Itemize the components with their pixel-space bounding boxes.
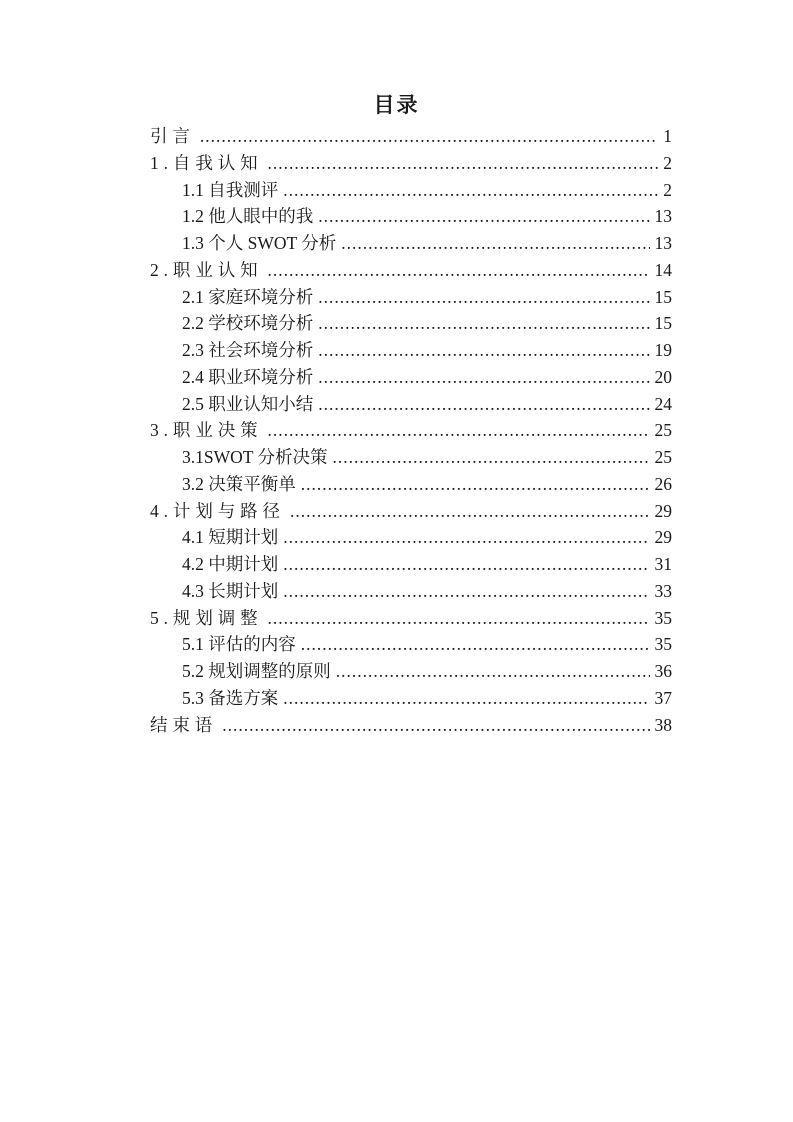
toc-entry-page: 13 — [654, 206, 672, 227]
toc-entry-label: 2.3 社会环境分析 — [182, 340, 314, 360]
toc-entry-label: 5.规划调整 — [150, 607, 263, 628]
toc-entry-label: 1.2 他人眼中的我 — [182, 206, 314, 227]
toc-entry-page: 31 — [654, 554, 672, 574]
toc-entry-label: 2.2 学校环境分析 — [182, 313, 314, 334]
toc-entry-page: 35 — [654, 634, 672, 655]
toc-entry-page: 38 — [654, 714, 672, 735]
toc-leader-dots — [283, 685, 649, 712]
toc-entry-page: 20 — [654, 366, 672, 387]
toc-entry-label: 2.1 家庭环境分析 — [182, 286, 314, 307]
toc-leader-dots — [283, 177, 658, 204]
toc-leader-dots — [283, 551, 649, 578]
toc-leader-dots — [301, 631, 650, 658]
toc-entry[interactable] — [150, 310, 672, 337]
toc-entry-page: 37 — [654, 687, 672, 708]
toc-entry[interactable] — [150, 578, 672, 605]
toc-title: 目录 — [373, 93, 420, 117]
toc-entry[interactable] — [150, 337, 672, 364]
toc-entry-page: 13 — [654, 233, 672, 253]
toc-entry-label: 2.4 职业环境分析 — [182, 366, 314, 387]
toc-entry-label: 3.1SWOT 分析决策 — [182, 447, 328, 467]
toc-entry[interactable] — [150, 658, 672, 685]
toc-entry-page: 2 — [663, 152, 672, 173]
toc-leader-dots — [222, 712, 649, 739]
toc-entry-label: 1.自我认知 — [150, 152, 263, 173]
toc-entry-page: 15 — [654, 286, 672, 307]
toc-entry[interactable] — [150, 712, 672, 739]
toc-leader-dots — [268, 605, 650, 632]
toc-entry[interactable] — [150, 230, 672, 257]
toc-entry-page: 25 — [654, 447, 672, 467]
toc-entry-page: 19 — [654, 340, 672, 360]
toc-entry-label: 4.2 中期计划 — [182, 554, 279, 574]
toc-entry-label: 1.3 个人 SWOT 分析 — [182, 233, 337, 253]
toc-entry[interactable] — [150, 605, 672, 632]
toc-leader-dots — [268, 257, 650, 284]
toc-entry-label: 4.1 短期计划 — [182, 527, 279, 548]
toc-entry-page: 2 — [663, 179, 672, 200]
toc-entry-page: 36 — [654, 661, 672, 681]
toc-entry-label: 2.职业认知 — [150, 259, 263, 280]
toc-entry-label: 1.1 自我测评 — [182, 179, 279, 200]
toc-entry-label: 4.计划与路径 — [150, 500, 285, 521]
toc-leader-dots — [318, 337, 649, 364]
toc-entry-page: 29 — [654, 527, 672, 548]
toc-entry[interactable] — [150, 123, 672, 150]
toc-entry[interactable] — [150, 444, 672, 471]
toc-leader-dots — [283, 578, 649, 605]
toc-entry[interactable] — [150, 417, 672, 444]
toc-entry[interactable] — [150, 203, 672, 230]
toc-entry[interactable] — [150, 150, 672, 177]
toc-entry[interactable] — [150, 364, 672, 391]
toc-entry-label: 3.2 决策平衡单 — [182, 473, 296, 494]
toc-entry-page: 15 — [654, 313, 672, 334]
toc-leader-dots — [200, 123, 658, 150]
toc-leader-dots — [318, 310, 649, 337]
toc-leader-dots — [341, 230, 649, 257]
toc-list — [150, 123, 672, 738]
toc-entry[interactable] — [150, 498, 672, 525]
toc-entry-page: 24 — [654, 393, 672, 414]
toc-entry-page: 25 — [654, 420, 672, 441]
toc-entry-label: 引言 — [150, 126, 195, 146]
toc-leader-dots — [301, 471, 650, 498]
toc-leader-dots — [336, 658, 650, 685]
toc-entry-page: 26 — [654, 473, 672, 494]
toc-entry-label: 5.1 评估的内容 — [182, 634, 296, 655]
toc-entry-label: 2.5 职业认知小结 — [182, 393, 314, 414]
toc-entry-page: 29 — [654, 500, 672, 521]
toc-leader-dots — [318, 364, 649, 391]
toc-leader-dots — [318, 203, 649, 230]
toc-entry-label: 5.2 规划调整的原则 — [182, 661, 331, 681]
toc-leader-dots — [268, 150, 659, 177]
toc-entry[interactable] — [150, 685, 672, 712]
toc-entry-page: 1 — [663, 126, 672, 146]
toc-entry[interactable] — [150, 551, 672, 578]
toc-leader-dots — [268, 417, 650, 444]
toc-entry[interactable] — [150, 284, 672, 311]
toc-leader-dots — [290, 498, 650, 525]
toc-entry[interactable] — [150, 631, 672, 658]
toc-entry[interactable] — [150, 471, 672, 498]
toc-entry-page: 35 — [654, 607, 672, 628]
toc-entry-label: 结束语 — [150, 714, 218, 735]
toc-entry[interactable] — [150, 177, 672, 204]
toc-leader-dots — [283, 524, 649, 551]
toc-entry-label: 3.职业决策 — [150, 420, 263, 441]
toc-entry-page: 33 — [654, 580, 672, 601]
toc-entry[interactable] — [150, 391, 672, 418]
toc-leader-dots — [333, 444, 650, 471]
toc-entry-page: 14 — [654, 259, 672, 280]
toc-entry-label: 4.3 长期计划 — [182, 580, 279, 601]
toc-leader-dots — [318, 284, 649, 311]
toc-entry[interactable] — [150, 524, 672, 551]
toc-entry[interactable] — [150, 257, 672, 284]
toc-entry-label: 5.3 备选方案 — [182, 687, 279, 708]
toc-leader-dots — [318, 391, 649, 418]
